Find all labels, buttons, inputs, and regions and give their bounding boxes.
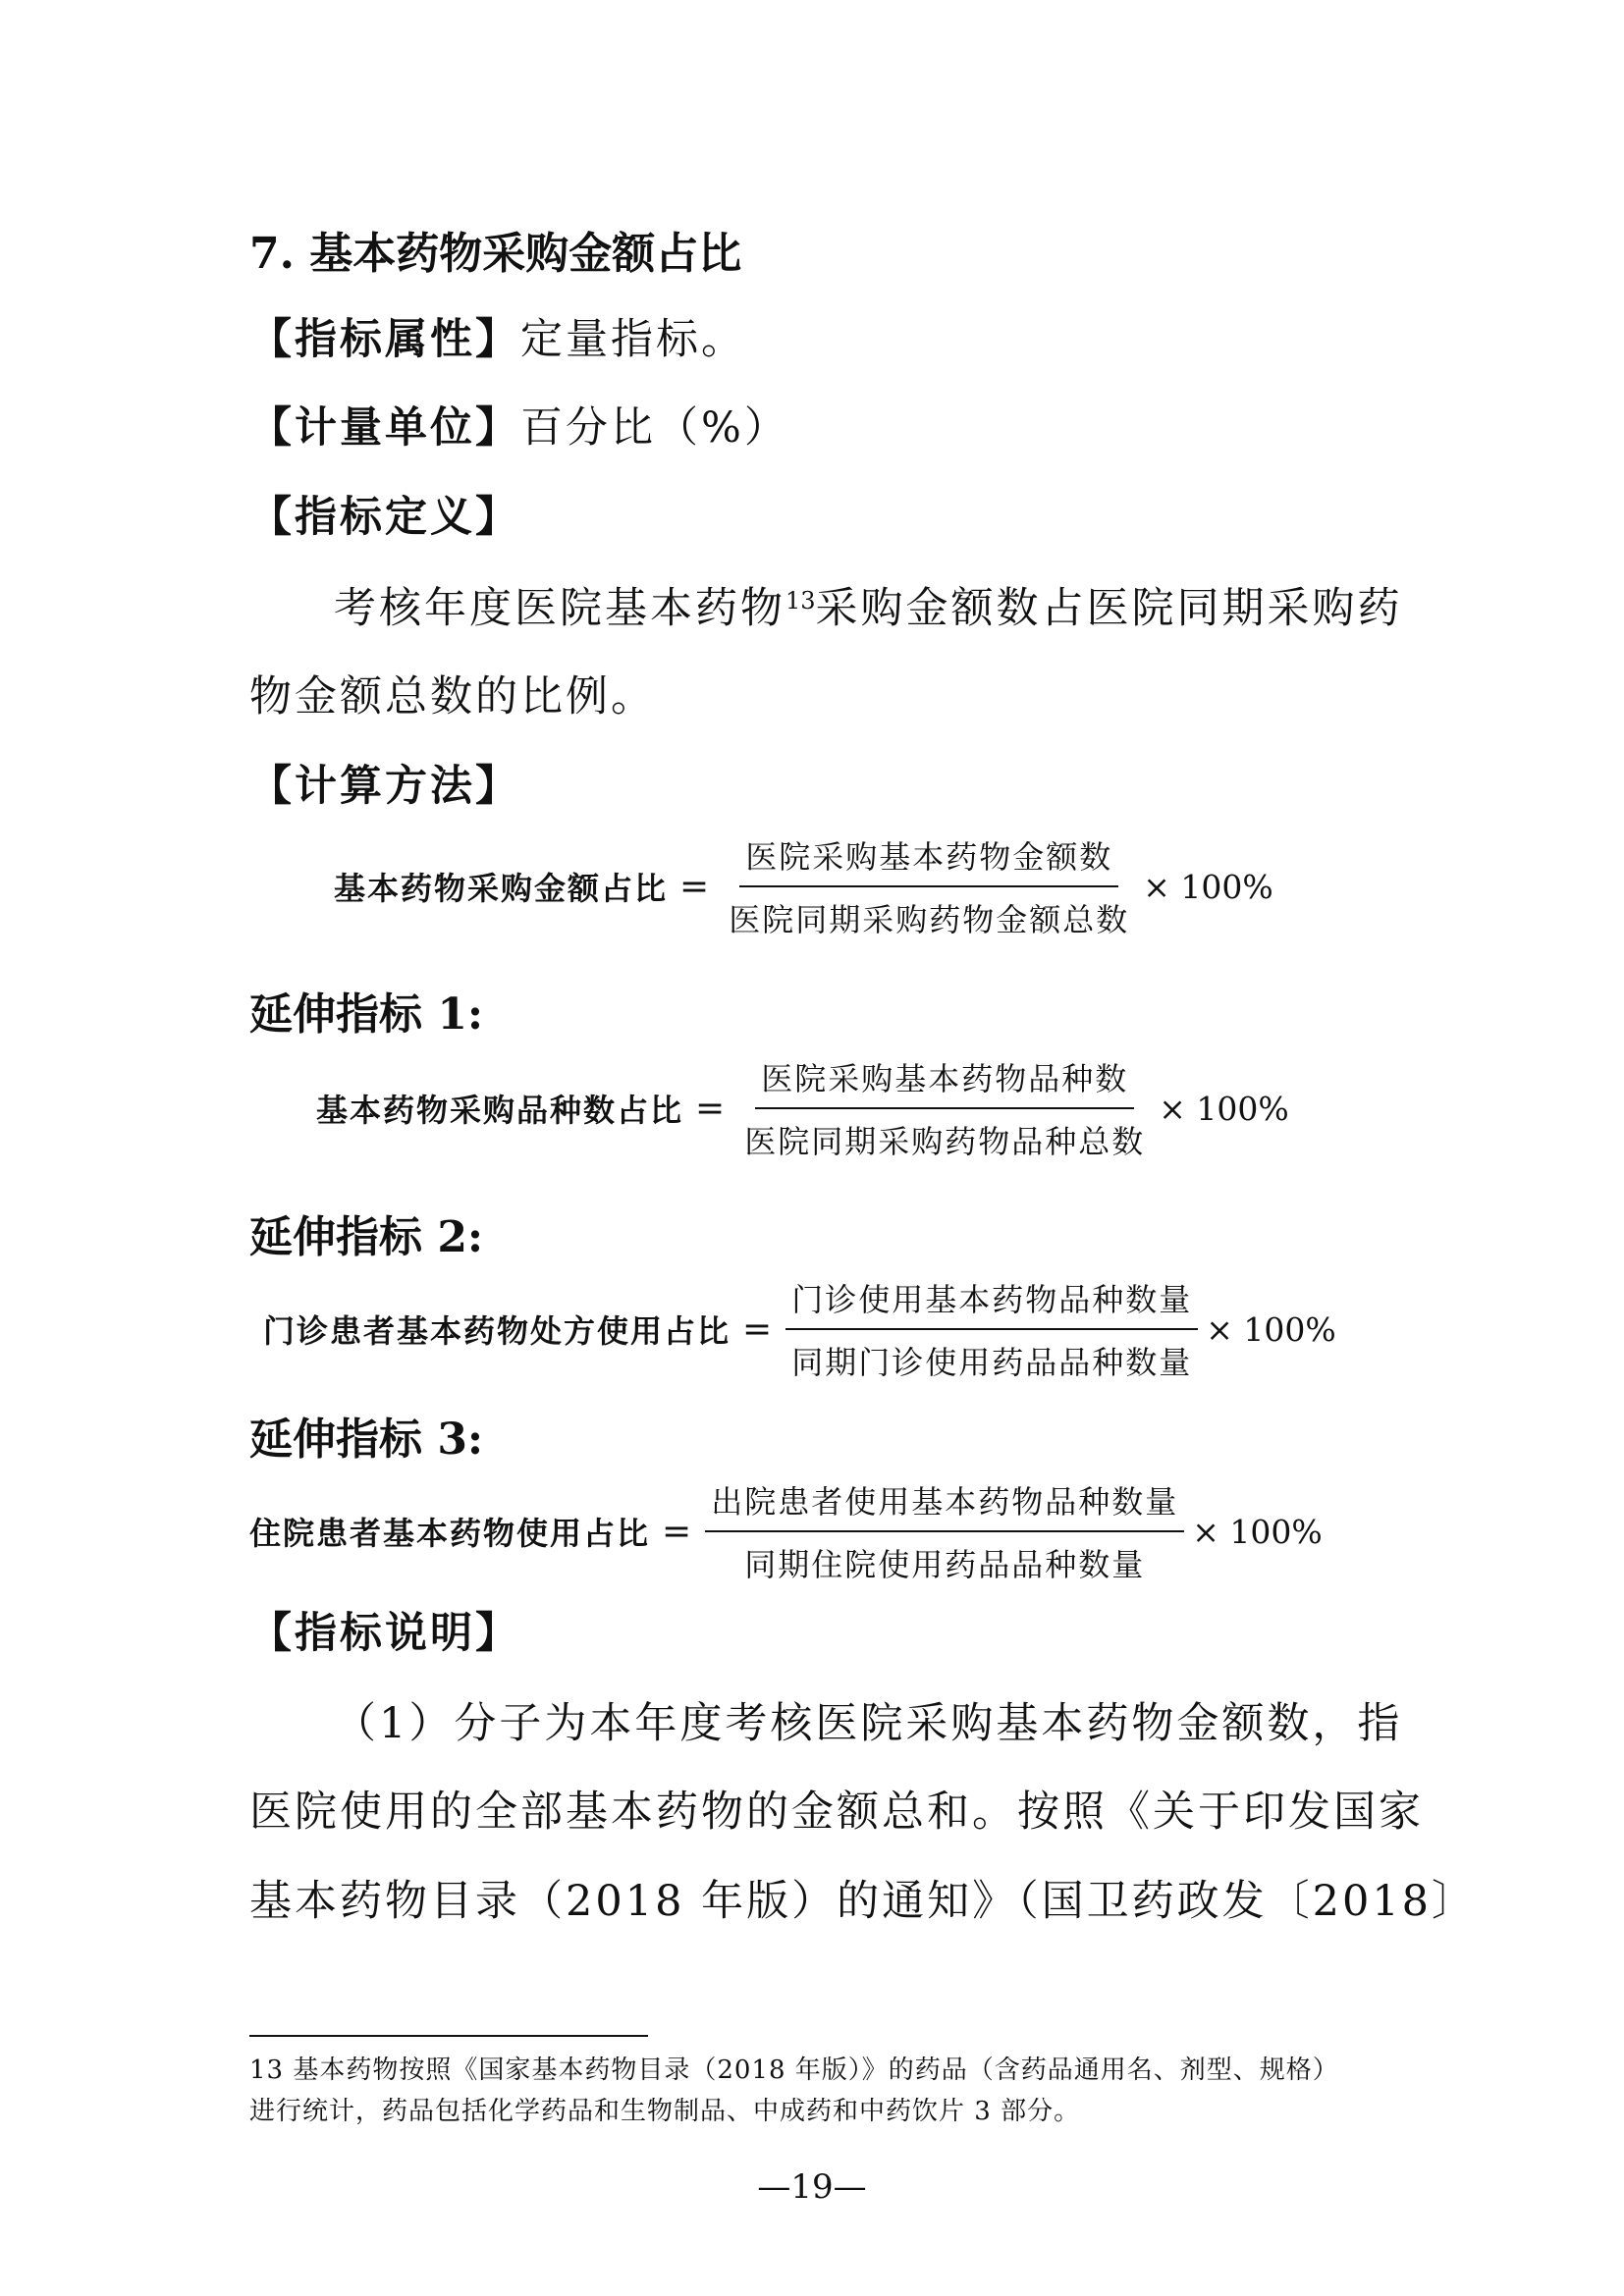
attribute-label: 【指标属性】 (249, 315, 520, 364)
formula-1-equals: = (679, 866, 710, 907)
formula-3-numerator: 门诊使用基本药物品种数量 (785, 1275, 1198, 1330)
formula-1-multiplier: × 100% (1143, 867, 1273, 906)
formula-3-denominator: 同期门诊使用药品品种数量 (791, 1344, 1193, 1381)
formula-3-fraction (785, 1275, 1198, 1383)
formula-4-denominator: 同期住院使用药品品种数量 (744, 1546, 1146, 1583)
formula-4-equals: = (662, 1511, 692, 1552)
formula-2-equals: = (695, 1088, 726, 1129)
attribute-value: 定量指标。 (520, 315, 746, 364)
formula-4-multiplier: × 100% (1192, 1512, 1323, 1551)
formula-3-equals: = (742, 1308, 773, 1350)
unit-row (249, 395, 789, 454)
definition-line-2: 物金额总数的比例。 (249, 672, 656, 721)
formula-2-fraction (738, 1054, 1151, 1162)
page-number: —19— (757, 2167, 867, 2207)
definition-text-a: 考核年度医院基本药物 (334, 584, 785, 633)
definition-line-1 (334, 575, 1403, 635)
formula-2-lhs: 基本药物采购品种数占比 (316, 1092, 684, 1129)
formula-2-denominator: 医院同期采购药物品种总数 (744, 1123, 1146, 1160)
footnote-ref: 13 (785, 587, 816, 614)
formula-2 (316, 1054, 1289, 1162)
formula-1 (334, 832, 1273, 940)
ext2-heading: 延伸指标 2: (249, 1212, 484, 1262)
attribute-row (249, 306, 746, 366)
ext1-heading: 延伸指标 1: (249, 989, 484, 1040)
unit-label: 【计量单位】 (249, 403, 520, 453)
formula-1-numerator: 医院采购基本药物金额数 (739, 832, 1118, 887)
footnote-line-1: 13 基本药物按照《国家基本药物目录（2018 年版）》的药品（含药品通用名、剂型、规格） (249, 2056, 1339, 2085)
calc-label: 【计算方法】 (249, 762, 520, 811)
definition-label: 【指标定义】 (249, 493, 520, 542)
formula-4-fraction (705, 1477, 1184, 1585)
explain-label: 【指标说明】 (249, 1609, 520, 1658)
formula-1-fraction (723, 832, 1135, 940)
footnote-line-2: 进行统计，药品包括化学药品和生物制品、中成药和中药饮片 3 部分。 (249, 2097, 1081, 2126)
formula-2-multiplier: × 100% (1159, 1089, 1289, 1128)
section-title: 7. 基本药物采购金额占比 (249, 229, 742, 279)
formula-3-multiplier: × 100% (1206, 1309, 1336, 1349)
formula-4-numerator: 出院患者使用基本药物品种数量 (705, 1477, 1184, 1532)
formula-3-lhs: 门诊患者基本药物处方使用占比 (263, 1312, 731, 1350)
footnote-rule (249, 2035, 648, 2037)
explain-line-2: 医院使用的全部基本药物的金额总和。按照《关于印发国家 (249, 1788, 1424, 1837)
definition-text-b: 采购金额数占医院同期采购药 (815, 584, 1403, 633)
formula-4-lhs: 住院患者基本药物使用占比 (249, 1515, 651, 1552)
formula-2-numerator: 医院采购基本药物品种数 (755, 1054, 1134, 1109)
unit-value: 百分比（%） (520, 403, 789, 453)
ext3-heading: 延伸指标 3: (249, 1415, 484, 1465)
formula-4 (249, 1477, 1323, 1585)
formula-1-denominator: 医院同期采购药物金额总数 (729, 901, 1130, 938)
explain-line-1: （1）分子为本年度考核医院采购基本药物金额数，指 (334, 1699, 1403, 1748)
formula-1-lhs: 基本药物采购金额占比 (334, 870, 669, 907)
explain-line-3: 基本药物目录（2018 年版）的通知》（国卫药政发〔2018〕 (249, 1877, 1478, 1926)
formula-3 (263, 1275, 1336, 1383)
